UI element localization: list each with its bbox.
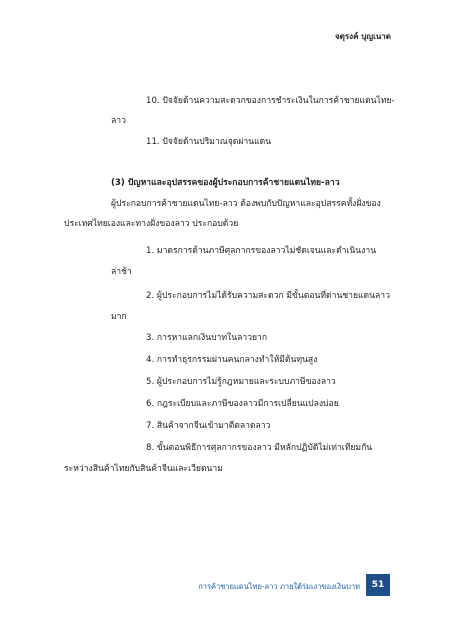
problem-item-7: 7. สินค้าจากจีนเข้ามาตีตลาดลาว bbox=[146, 421, 271, 431]
page-number-badge bbox=[366, 574, 390, 596]
problem-item-2: 2. ผู้ประกอบการไม่ได้รับความสะดวก มีขั้นตอนที่ด่านชายแดนลาว bbox=[146, 291, 390, 301]
list-item-10: 10. ปัจจัยด้านความสะดวกของการชำระเงินในการค้าชายแดนไทย- bbox=[146, 96, 395, 106]
section-heading: (3) ปัญหาและอุปสรรคของผู้ประกอบการค้าชายแดนไทย-ลาว bbox=[111, 178, 340, 188]
intro-paragraph-line-1: ผู้ประกอบการค้าชายแดนไทย-ลาว ต้องพบกับปัญหาและอุปสรรคทั้งฝั่งของ bbox=[111, 199, 381, 209]
problem-item-6: 6. กฎระเบียบและภาษีของลาวมีการเปลี่ยนแปลงบ่อย bbox=[146, 399, 339, 409]
problem-item-4: 4. การทำธุรกรรมผ่านคนกลางทำให้มีต้นทุนสูง bbox=[146, 355, 318, 365]
problem-item-3: 3. การหาแลกเงินบาทในลาวยาก bbox=[146, 333, 268, 343]
list-item-11: 11. ปัจจัยด้านปริมาณจุดผ่านแดน bbox=[146, 137, 272, 147]
intro-paragraph-line-2: ประเทศไทยเองและทางฝั่งของลาว ประกอบด้วย bbox=[64, 219, 239, 229]
list-item-10-continuation: ลาว bbox=[111, 116, 126, 126]
problem-item-1-continuation: ล่าช้า bbox=[111, 267, 132, 277]
footer-book-title: การค้าชายแดนไทย-ลาว ภายใต้ร่มเงาของเงินบาท bbox=[198, 582, 360, 591]
problem-item-2-continuation: มาก bbox=[111, 312, 127, 322]
problem-item-8-continuation: ระหว่างสินค้าไทยกับสินค้าจีนและเวียดนาม bbox=[64, 464, 223, 474]
problem-item-5: 5. ผู้ประกอบการไม่รู้กฎหมายและระบบภาษีของลาว bbox=[146, 377, 336, 387]
problem-item-1: 1. มาตรการด้านภาษีศุลกากรของลาวไม่ชัดเจนและดำเนินงาน bbox=[146, 246, 377, 256]
problem-item-8: 8. ขั้นตอนพิธีการศุลกากรของลาว มีหลักปฏิบัติไม่เท่าเทียมกัน bbox=[146, 443, 373, 453]
running-header-author: จตุรงค์ บุญเนาด bbox=[334, 32, 391, 41]
page-number: 51 bbox=[371, 580, 385, 590]
